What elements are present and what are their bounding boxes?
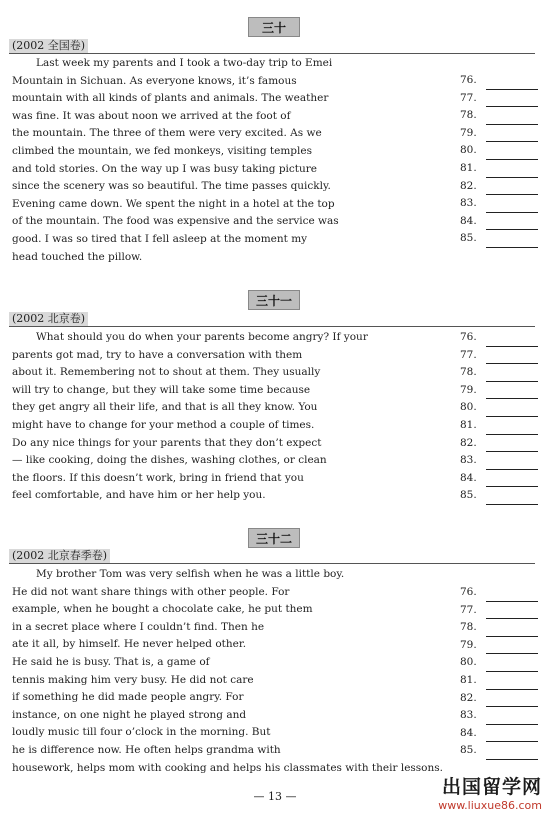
answer-row (460, 487, 540, 505)
passage-line: He did not want share things with other people. For (12, 585, 290, 598)
answer-column-31 (460, 329, 540, 505)
section-header-32: 三十二 (248, 528, 300, 548)
passage-line: parents got mad, try to have a conversation with them (12, 348, 303, 361)
passage-line: instance, on one night he played strong and (12, 708, 247, 721)
answer-row (460, 125, 540, 143)
answer-number: 84. (460, 471, 477, 484)
answer-column-30 (460, 72, 540, 248)
answer-blank[interactable] (486, 694, 538, 707)
answer-number: 82. (460, 691, 477, 704)
answer-row (460, 602, 540, 620)
answer-blank[interactable] (486, 129, 538, 142)
passage-line: housework, helps mom with cooking and helps his classmates with their lessons. (12, 761, 443, 774)
answer-blank[interactable] (486, 492, 538, 505)
answer-blank[interactable] (486, 77, 538, 90)
answer-number: 82. (460, 436, 477, 449)
answer-row (460, 230, 540, 248)
source-label-30: (2002 全国卷) (9, 39, 88, 53)
answer-blank[interactable] (486, 386, 538, 399)
passage-32 (12, 566, 452, 777)
answer-number: 76. (460, 74, 477, 86)
passage-line: He said he is busy. That is, a game of (12, 655, 210, 668)
answer-number: 79. (460, 126, 477, 139)
answer-blank[interactable] (486, 677, 538, 690)
passage-line: ate it all, by himself. He never helped other. (12, 638, 247, 651)
passage-line: loudly music till four o’clock in the morning. But (12, 726, 271, 739)
answer-row (460, 347, 540, 365)
passage-line: My brother Tom was very selfish when he was a little boy. (36, 568, 345, 580)
answer-number: 77. (460, 603, 477, 616)
answer-row (460, 329, 540, 347)
passage-line: the mountain. The three of them were very excited. As we (12, 127, 322, 140)
answer-blank[interactable] (486, 334, 538, 347)
answer-row (460, 72, 540, 90)
answer-row (460, 213, 540, 231)
passage-line: — like cooking, doing the dishes, washing clothes, or clean (12, 454, 327, 467)
passage-line: Do any nice things for your parents that they don’t expect (12, 436, 322, 449)
answer-number: 85. (460, 744, 477, 757)
answer-row (460, 742, 540, 760)
section-rule-30 (9, 53, 535, 54)
answer-blank[interactable] (486, 94, 538, 107)
answer-number: 76. (460, 586, 477, 598)
passage-line: he is difference now. He often helps grandma with (12, 743, 281, 756)
section-rule-31 (9, 326, 535, 327)
answer-row (460, 470, 540, 488)
answer-row (460, 707, 540, 725)
answer-row (460, 107, 540, 125)
passage-line: What should you do when your parents become angry? If your (36, 331, 368, 343)
passage-line: feel comfortable, and have him or her help you. (12, 489, 266, 502)
answer-blank[interactable] (486, 439, 538, 452)
answer-row (460, 435, 540, 453)
answer-number: 78. (460, 366, 477, 379)
answer-blank[interactable] (486, 457, 538, 470)
answer-number: 81. (460, 161, 477, 174)
answer-blank[interactable] (486, 474, 538, 487)
answer-blank[interactable] (486, 200, 538, 213)
answer-number: 77. (460, 91, 477, 104)
passage-line: since the scenery was so beautiful. The time passes quickly. (12, 180, 331, 193)
section-header-31: 三十一 (248, 290, 300, 310)
answer-blank[interactable] (486, 422, 538, 435)
answer-number: 82. (460, 179, 477, 192)
answer-number: 83. (460, 197, 477, 210)
passage-line: Last week my parents and I took a two-day trip to Emei (36, 57, 333, 69)
answer-number: 80. (460, 401, 477, 414)
answer-row (460, 725, 540, 743)
answer-number: 81. (460, 673, 477, 686)
answer-number: 85. (460, 232, 477, 245)
answer-number: 80. (460, 656, 477, 669)
answer-blank[interactable] (486, 165, 538, 178)
answer-blank[interactable] (486, 235, 538, 248)
answer-row (460, 142, 540, 160)
answer-number: 83. (460, 709, 477, 722)
section-rule-32 (9, 563, 535, 564)
answer-blank[interactable] (486, 589, 538, 602)
answer-blank[interactable] (486, 147, 538, 160)
answer-row (460, 195, 540, 213)
answer-number: 81. (460, 418, 477, 431)
answer-row (460, 690, 540, 708)
passage-line: Evening came down. We spent the night in a hotel at the top (12, 197, 335, 210)
answer-number: 77. (460, 348, 477, 361)
answer-row (460, 364, 540, 382)
watermark-title: 出国留学网 (441, 776, 542, 798)
passage-line: if something he did made people angry. For (12, 691, 244, 704)
passage-line: the floors. If this doesn’t work, bring in friend that you (12, 471, 304, 484)
answer-blank[interactable] (486, 641, 538, 654)
passage-line: climbed the mountain, we fed monkeys, visiting temples (12, 144, 312, 157)
answer-blank[interactable] (486, 369, 538, 382)
passage-line: Mountain in Sichuan. As everyone knows, it’s famous (12, 74, 297, 87)
answer-blank[interactable] (486, 351, 538, 364)
answer-row (460, 160, 540, 178)
answer-row (460, 637, 540, 655)
answer-blank[interactable] (486, 659, 538, 672)
answer-number: 84. (460, 214, 477, 227)
answer-row (460, 90, 540, 108)
answer-number: 76. (460, 331, 477, 343)
answer-blank[interactable] (486, 606, 538, 619)
passage-line: and told stories. On the way up I was busy taking picture (12, 162, 318, 175)
answer-number: 85. (460, 489, 477, 502)
answer-row (460, 672, 540, 690)
answer-row (460, 417, 540, 435)
answer-number: 78. (460, 621, 477, 634)
answer-number: 79. (460, 638, 477, 651)
passage-line: was fine. It was about noon we arrived at the foot of (12, 109, 291, 122)
answer-row (460, 399, 540, 417)
answer-blank[interactable] (486, 404, 538, 417)
passage-line: example, when he bought a chocolate cake, he put them (12, 603, 313, 616)
answer-row (460, 452, 540, 470)
source-label-31: (2002 北京卷) (9, 312, 88, 326)
answer-number: 79. (460, 383, 477, 396)
passage-line: might have to change for your method a couple of times. (12, 418, 315, 431)
passage-line: about it. Remembering not to shout at them. They usually (12, 366, 321, 379)
passage-line: head touched the pillow. (12, 250, 143, 263)
passage-line: of the mountain. The food was expensive and the service was (12, 215, 339, 228)
answer-blank[interactable] (486, 182, 538, 195)
answer-blank[interactable] (486, 217, 538, 230)
answer-row (460, 382, 540, 400)
answer-row (460, 584, 540, 602)
answer-number: 78. (460, 109, 477, 122)
answer-blank[interactable] (486, 624, 538, 637)
answer-row (460, 178, 540, 196)
page-number: — 13 — (253, 790, 297, 803)
answer-blank[interactable] (486, 747, 538, 760)
passage-line: tennis making him very busy. He did not care (12, 673, 254, 686)
watermark-url[interactable]: www.liuxue86.com (438, 799, 542, 812)
answer-blank[interactable] (486, 729, 538, 742)
section-header-30: 三十 (248, 17, 300, 37)
answer-blank[interactable] (486, 112, 538, 125)
passage-line: they get angry all their life, and that is all they know. You (12, 401, 318, 414)
answer-number: 83. (460, 454, 477, 467)
site-watermark[interactable] (438, 772, 542, 812)
passage-line: good. I was so tired that I fell asleep at the moment my (12, 232, 308, 245)
answer-column-32 (460, 584, 540, 760)
passage-30 (12, 55, 452, 266)
answer-number: 80. (460, 144, 477, 157)
answer-row (460, 619, 540, 637)
answer-number: 84. (460, 726, 477, 739)
answer-blank[interactable] (486, 712, 538, 725)
answer-row (460, 654, 540, 672)
passage-31 (12, 329, 452, 505)
passage-line: will try to change, but they will take some time because (12, 383, 311, 396)
source-label-32: (2002 北京春季卷) (9, 549, 110, 563)
passage-line: mountain with all kinds of plants and animals. The weather (12, 92, 329, 105)
passage-line: in a secret place where I couldn’t find. Then he (12, 620, 265, 633)
